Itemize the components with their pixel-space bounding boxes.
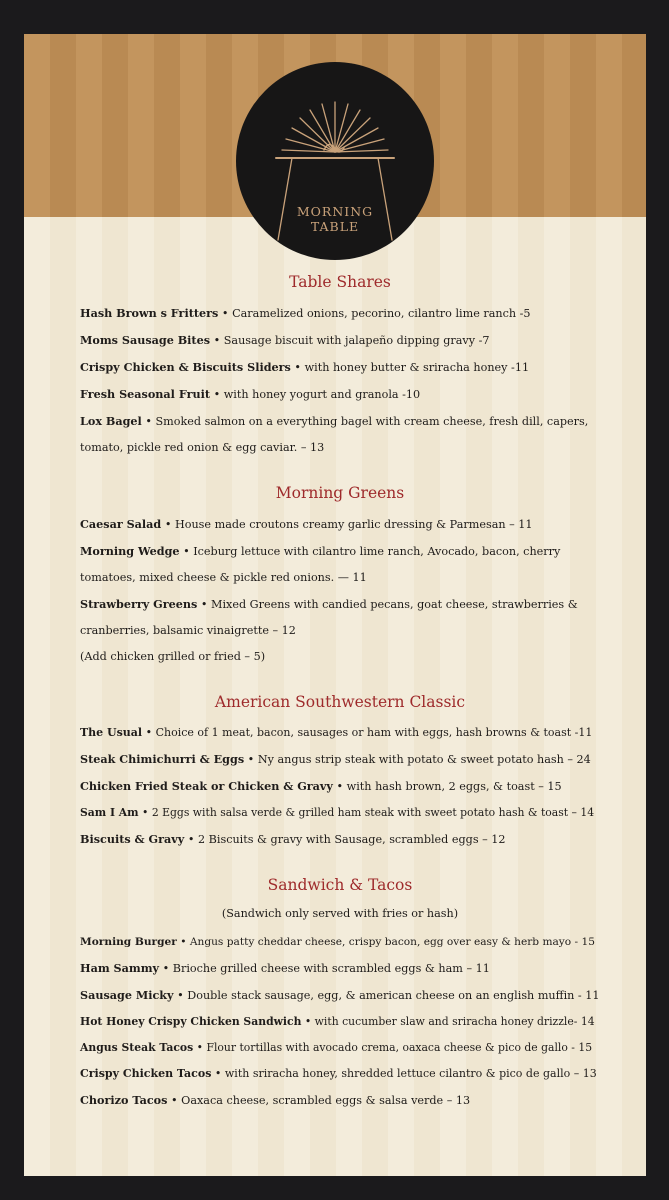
menu-item [80, 720, 600, 746]
section-sandwich-tacos [80, 875, 600, 1114]
item-desc: Flour tortillas with avocado crema, oaxaca cheese & pico de gallo - 15 [206, 1041, 593, 1054]
brand-line-2: TABLE [310, 219, 360, 234]
menu-item [80, 955, 600, 982]
item-desc: with hash brown, 2 eggs, & toast – 15 [346, 780, 562, 793]
item-name: Angus Steak Tacos [80, 1041, 194, 1054]
bullet: • [184, 833, 198, 846]
item-name: Biscuits & Gravy [80, 832, 185, 846]
section-title: American Southwestern Classic [214, 693, 466, 711]
menu-item [80, 929, 600, 955]
item-name: Crispy Chicken Tacos [80, 1067, 212, 1080]
bullet: • [159, 962, 173, 975]
item-desc: Oaxaca cheese, scrambled eggs & salsa verde – 13 [181, 1094, 471, 1107]
menu-item [80, 1087, 600, 1114]
menu-item [80, 300, 600, 327]
item-desc: 2 Biscuits & gravy with Sausage, scrambled eggs – 12 [197, 833, 506, 846]
bullet: • [244, 753, 258, 766]
item-desc: Double stack sausage, egg, & american cheese on an english muffin - 11 [187, 989, 600, 1002]
menu-item [80, 591, 600, 644]
item-name: Crispy Chicken & Biscuits Sliders [80, 360, 291, 374]
bullet: • [176, 936, 190, 948]
bullet: • [161, 518, 175, 531]
menu-item [80, 408, 600, 461]
bullet: • [179, 545, 194, 558]
bullet: • [332, 780, 347, 793]
bullet: • [141, 415, 156, 428]
item-desc: Ny angus strip steak with potato & sweet potato hash – 24 [257, 753, 591, 766]
menu-item [80, 773, 600, 800]
bullet: • [167, 1094, 182, 1107]
menu-item [80, 538, 600, 591]
bullet: • [142, 726, 156, 739]
item-name: Steak Chimichurri & Eggs [80, 752, 245, 766]
item-desc: with cucumber slaw and sriracha honey drizzle- 14 [314, 1015, 595, 1028]
section-title: Table Shares [289, 273, 391, 291]
bullet: • [290, 361, 305, 374]
item-desc: Angus patty cheddar cheese, crispy bacon, egg over easy & herb mayo - 15 [189, 936, 595, 948]
item-desc: Smoked salmon on a everything bagel with cream cheese, fresh dill, capers, tomato, pickle red onion & egg caviar. – 13 [80, 415, 589, 454]
item-name: Hash Brown s Fritters [80, 306, 219, 320]
item-desc: with sriracha honey, shredded lettuce cilantro & pico de gallo – 13 [224, 1067, 597, 1080]
item-name: Strawberry Greens [80, 597, 198, 611]
item-name: Morning Burger [80, 936, 177, 948]
bullet: • [173, 989, 188, 1002]
item-desc: Brioche grilled cheese with scrambled eggs & ham – 11 [172, 962, 490, 975]
menu-content [80, 272, 600, 1136]
bullet: • [218, 307, 233, 320]
menu-item [80, 1061, 600, 1087]
morning-table-logo [236, 62, 434, 260]
item-name: The Usual [80, 726, 143, 739]
menu-item [80, 1035, 600, 1061]
section-title: Morning Greens [275, 484, 405, 502]
item-name: Chorizo Tacos [80, 1093, 168, 1107]
item-name: Sam I Am [80, 806, 139, 819]
menu-page [24, 34, 646, 1176]
menu-item [80, 1009, 600, 1035]
bullet: • [193, 1041, 207, 1054]
menu-item [80, 381, 600, 408]
section-morning-greens [80, 483, 600, 670]
item-desc: 2 Eggs with salsa verde & grilled ham steak with sweet potato hash & toast – 14 [151, 806, 595, 819]
item-desc: Iceburg lettuce with cilantro lime ranch, Avocado, bacon, cherry tomatoes, mixed cheese & pickle red onions. — 11 [80, 545, 561, 584]
item-name: Fresh Seasonal Fruit [80, 387, 211, 401]
item-name: Lox Bagel [80, 414, 142, 428]
brand-line-1: MORNING [296, 204, 374, 219]
bullet: • [197, 598, 211, 611]
menu-item [80, 327, 600, 354]
section-table-shares [80, 272, 600, 461]
menu-item [80, 982, 600, 1009]
bullet: • [211, 1067, 225, 1080]
item-desc: with honey butter & sriracha honey -11 [304, 361, 530, 374]
section-american-southwestern-classic [80, 692, 600, 853]
item-name: Chicken Fried Steak or Chicken & Gravy [80, 779, 333, 793]
bullet: • [210, 334, 224, 347]
item-name: Hot Honey Crispy Chicken Sandwich [80, 1015, 302, 1028]
menu-item [80, 826, 600, 853]
menu-item [80, 746, 600, 773]
item-desc: Caramelized onions, pecorino, cilantro lime ranch -5 [232, 307, 531, 320]
item-desc: Choice of 1 meat, bacon, sausages or ham with eggs, hash browns & toast -11 [155, 726, 593, 739]
item-desc: House made croutons creamy garlic dressing & Parmesan – 11 [174, 518, 533, 531]
add-on-note: (Add chicken grilled or fried – 5) [80, 650, 266, 663]
bullet: • [138, 806, 152, 819]
item-desc: with honey yogurt and granola -10 [223, 388, 421, 401]
menu-item [80, 354, 600, 381]
section-title: Sandwich & Tacos [267, 876, 413, 894]
item-name: Moms Sausage Bites [80, 333, 211, 347]
bullet: • [301, 1015, 315, 1028]
item-name: Sausage Micky [80, 988, 174, 1002]
bullet: • [210, 388, 224, 401]
menu-item [80, 511, 600, 538]
item-desc: Mixed Greens with candied pecans, goat cheese, strawberries & cranberries, balsamic vinaigrette – 12 [80, 598, 578, 637]
section-subtitle: (Sandwich only served with fries or hash) [221, 907, 459, 920]
menu-item [80, 800, 600, 826]
item-name: Ham Sammy [80, 961, 160, 975]
item-name: Caesar Salad [80, 517, 162, 531]
item-desc: Sausage biscuit with jalapeño dipping gravy -7 [223, 334, 490, 347]
item-name: Morning Wedge [80, 544, 180, 558]
